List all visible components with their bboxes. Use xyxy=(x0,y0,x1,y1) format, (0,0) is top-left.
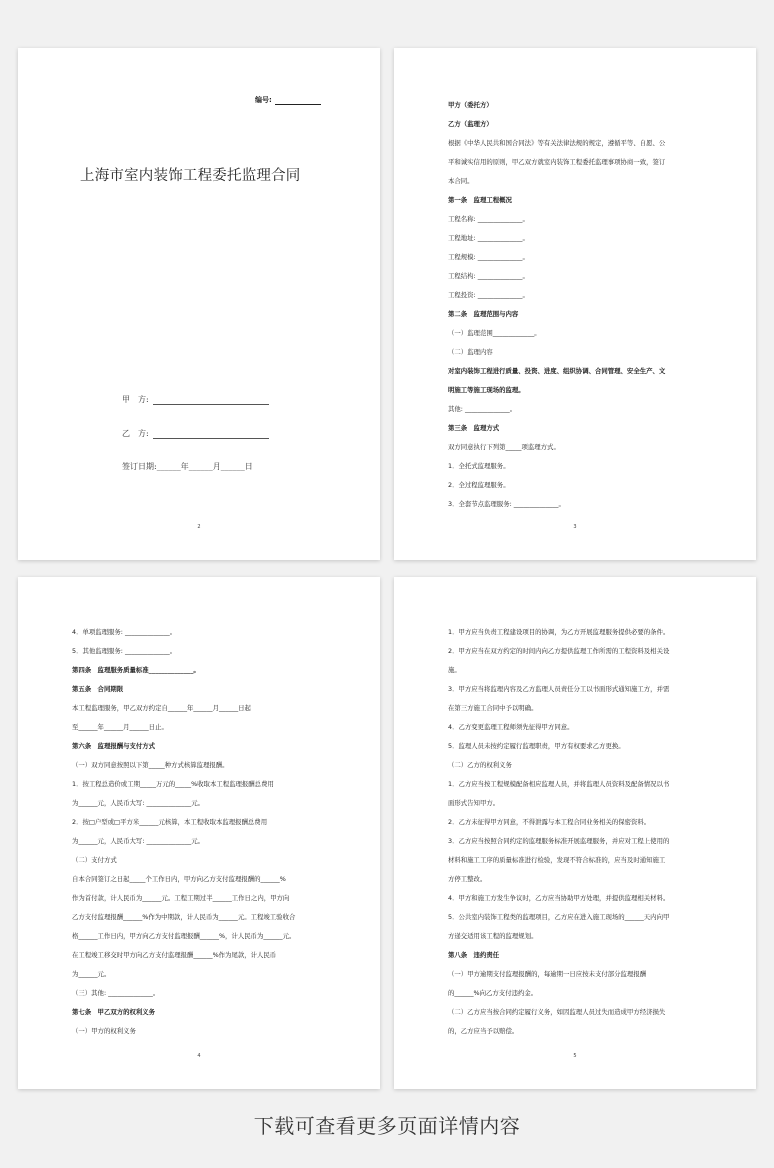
text-line: 工程投资: ______________。 xyxy=(448,291,529,299)
text-line: （二）支付方式 xyxy=(72,856,117,864)
text-line: 2．按□户型或□平方米______元核算，本工程收取本监理报酬总费用 xyxy=(72,818,268,826)
party-a-blank xyxy=(153,396,269,405)
text-line: 4．乙方变更监理工程师须先征得甲方同意。 xyxy=(448,723,574,731)
text-line: （一）监理范围_____________。 xyxy=(448,329,541,337)
text-line: 方递交适用该工程的监理规划。 xyxy=(448,932,538,940)
text-line: 平和诚实信用的原则，甲乙双方就室内装饰工程委托监理事项协商一致，签订 xyxy=(448,158,666,166)
page-number: 3 xyxy=(573,524,577,530)
text-line: 工程名称: ______________。 xyxy=(448,215,529,223)
party-a-field xyxy=(122,394,269,405)
text-line: 对室内装饰工程进行质量、投资、进度、组织协调、合同管理、安全生产、文 xyxy=(448,367,666,375)
text-line: 在第三方施工合同中予以明确。 xyxy=(448,704,538,712)
text-line: 第八条 违约责任 xyxy=(448,951,500,959)
text-line: 面形式告知甲方。 xyxy=(448,799,500,807)
text-line: 施。 xyxy=(448,666,461,674)
text-line: 明施工等施工现场的监理。 xyxy=(448,386,525,394)
text-line: 第六条 监理报酬与支付方式 xyxy=(72,742,156,750)
text-line: 2．全过程监理服务。 xyxy=(448,481,510,489)
text-line: 为______元。 xyxy=(72,970,111,978)
text-line: 作为首付款，计人民币为______元。工程工期过半______工作日之内，甲方向 xyxy=(72,894,290,902)
text-line: 至______年______月______日止。 xyxy=(72,723,168,731)
text-line: 1．乙方应当按工程规模配备相应监理人员，并将监理人员资料及配备情况以书 xyxy=(448,780,670,788)
text-line: 2．甲方应当在双方约定的时间内向乙方提供监理工作所需的工程资料及相关设 xyxy=(448,647,670,655)
text-line: 方停工整改。 xyxy=(448,875,487,883)
text-line: 为______元，人民币大写: ______________元。 xyxy=(72,837,204,845)
text-line: 1．全托式监理服务。 xyxy=(448,462,510,470)
text-line: 4．甲方和施工方发生争议时，乙方应当协助甲方处理，并提供监理相关材料。 xyxy=(448,894,670,902)
text-line: 的，乙方应当予以赔偿。 xyxy=(448,1027,519,1035)
text-line: 5．公共室内装饰工程类的监理项目，乙方应在进入施工现场的______天内向甲 xyxy=(448,913,670,921)
text-line: 在工程竣工移交时甲方向乙方支付监理报酬______%作为尾款，计人民币 xyxy=(72,951,277,959)
download-more-caption: 下载可查看更多页面详情内容 xyxy=(253,1114,521,1138)
text-line: 工程结构: ______________。 xyxy=(448,272,529,280)
text-line: 第三条 监理方式 xyxy=(448,424,500,432)
contract-title: 上海市室内装饰工程委托监理合同 xyxy=(80,168,301,184)
party-a-label: 甲 方: xyxy=(122,395,149,404)
text-line: （二）乙方应当按合同约定履行义务，如因监理人员过失而造成甲方经济损失 xyxy=(448,1008,666,1016)
page-body xyxy=(448,623,714,1041)
text-line: （三）其他: ______________。 xyxy=(72,989,160,997)
page-number: 4 xyxy=(197,1053,201,1059)
text-line: 乙方支付监理报酬______%作为中期款，计人民币为______元。工程竣工验收合 xyxy=(72,913,296,921)
text-line: 3．全套节点监理服务: ______________。 xyxy=(448,500,565,508)
text-line: 5．其他监理服务: ______________。 xyxy=(72,647,177,655)
text-line: 第七条 甲乙双方的权利义务 xyxy=(72,1008,156,1016)
text-line: 2．乙方未征得甲方同意，不得泄露与本工程合同业务相关的保密资料。 xyxy=(448,818,651,826)
page-4 xyxy=(394,577,756,1089)
text-line: 第四条 监理服务质量标准______________。 xyxy=(72,666,200,674)
text-line: 双方同意执行下列第_____项监理方式。 xyxy=(448,443,560,451)
text-line: 其他: ______________。 xyxy=(448,405,517,413)
text-line: 第二条 监理范围与内容 xyxy=(448,310,519,318)
text-line: 自本合同签订之日起_____个工作日内，甲方向乙方支付监理报酬的______% xyxy=(72,875,286,883)
text-line: 格______工作日内，甲方向乙方支付监理报酬______%，计人民币为______元。 xyxy=(72,932,296,940)
page-2 xyxy=(394,48,756,560)
text-line: 第五条 合同期限 xyxy=(72,685,124,693)
text-line: （一）甲方的权利义务 xyxy=(72,1027,136,1035)
text-line: 本合同。 xyxy=(448,177,474,185)
party-b-label: 乙 方: xyxy=(122,429,149,438)
text-line: （二）乙方的权利义务 xyxy=(448,761,512,769)
contract-number-field xyxy=(255,95,321,105)
text-line: 的______%向乙方支付违约金。 xyxy=(448,989,538,997)
text-line: 1．按工程总造价或工期_____万元的_____%收取本工程监理报酬总费用 xyxy=(72,780,274,788)
party-b-blank xyxy=(153,430,269,439)
contract-number-blank xyxy=(275,97,321,105)
page-body xyxy=(448,96,714,514)
page-cover xyxy=(18,48,380,560)
page-body xyxy=(72,623,338,1041)
text-line: （一）甲方逾期支付监理报酬的，每逾期一日应按未支付部分监理报酬 xyxy=(448,970,647,978)
page-number: 5 xyxy=(573,1053,577,1059)
text-line: 根据《中华人民共和国合同法》等有关法律法规的规定，遵循平等、自愿、公 xyxy=(448,139,666,147)
text-line: 本工程监理服务，甲乙双方约定自______年______月______日起 xyxy=(72,704,251,712)
text-line: 第一条 监理工程概况 xyxy=(448,196,512,204)
text-line: 乙方（监理方） xyxy=(448,120,493,128)
sign-date-field: 签订日期:______年______月______日 xyxy=(122,462,253,471)
text-line: 甲方（委托方） xyxy=(448,101,493,109)
text-line: （二）监理内容 xyxy=(448,348,493,356)
page-number: 2 xyxy=(197,524,201,530)
text-line: 为______元，人民币大写: ______________元。 xyxy=(72,799,204,807)
page-3 xyxy=(18,577,380,1089)
text-line: 3．甲方应当将监理内容及乙方监理人员责任分工以书面形式通知施工方，并需 xyxy=(448,685,670,693)
text-line: 1．甲方应当负责工程建设项目的协调，为乙方开展监理服务提供必要的条件。 xyxy=(448,628,670,636)
text-line: （一）双方同意按照以下第_____种方式核算监理报酬。 xyxy=(72,761,229,769)
text-line: 3．乙方应当按照合同约定的监理服务标准开展监理服务，并应对工程上使用的 xyxy=(448,837,670,845)
text-line: 材料和施工工序的质量标准进行检验，发现不符合标准的，应当及时通知施工 xyxy=(448,856,666,864)
text-line: 工程规模: ______________。 xyxy=(448,253,529,261)
party-b-field xyxy=(122,428,269,439)
contract-number-label: 编号: xyxy=(255,96,272,104)
text-line: 5．监理人员未按约定履行监理职责，甲方有权要求乙方更换。 xyxy=(448,742,625,750)
text-line: 工程地址: ______________。 xyxy=(448,234,529,242)
text-line: 4．单项监理服务: ______________。 xyxy=(72,628,177,636)
